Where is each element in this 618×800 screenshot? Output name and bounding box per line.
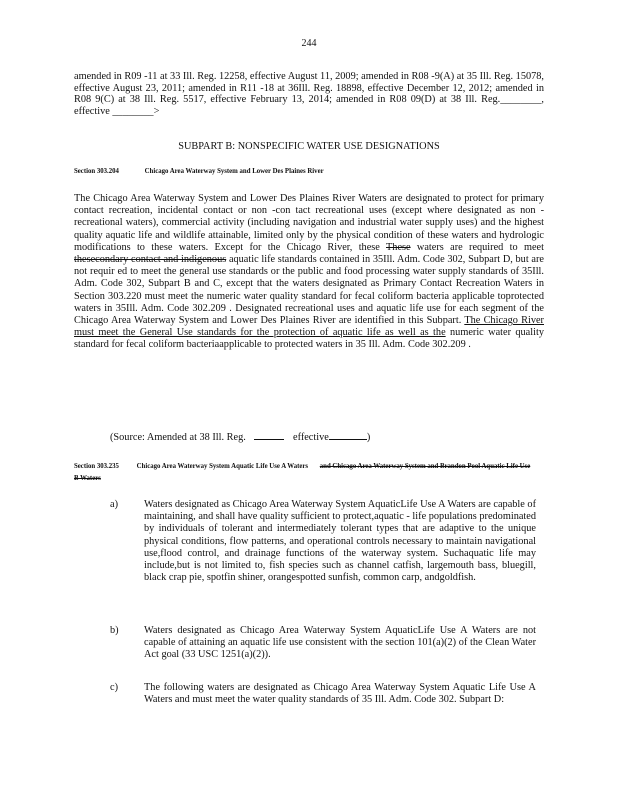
section-title: Chicago Area Waterway System Aquatic Life Use A Waters [136, 463, 309, 470]
struck-text: These [386, 241, 411, 253]
source-prefix: (Source: Amended at 38 Ill. Reg. [110, 432, 246, 443]
source-suffix: ) [366, 432, 371, 443]
section-title: Chicago Area Waterway System and Lower Des Plaines River [144, 168, 324, 175]
body-text: numeric water quality standard for fecal coliform bacteriaapplicable to protected waters in 35 Ill. Adm. Code 302.209 . [74, 327, 544, 351]
source-effective: effective [293, 432, 329, 443]
section-heading [74, 168, 494, 175]
inserted-text: The Chicago River must meet the General Use standards for the protection of aquatic life as well as the [74, 315, 544, 339]
section-body [74, 193, 544, 352]
section-number: Section 303.235 [74, 463, 119, 470]
item-text: The following waters are designated as Chicago Area Waterway System Aquatic Life Use A Waters and must meet the water quality standards of 35 Ill. Adm. Code 302. Subpart D: [144, 682, 536, 706]
item-label: a) [110, 499, 118, 510]
struck-text: thesecondary contact and indigenous [74, 254, 227, 266]
body-text: waters are required to meet [410, 241, 544, 253]
item-label: b) [110, 625, 119, 636]
page-number: 244 [301, 38, 317, 49]
body-text: aquatic life standards contained in 35Ill. Adm. Code 302, Subpart D, but are not requir ed to meet the general use standards or the public and food processing water supply standards of 35Ill. Adm. Code 302, Subpart B and C, except that the waters designated as Primary Contact Recreation Waters in Section 303.220 must meet the numeric water quality standard for fecal coliform bacteria applicable toprotected waters in 35Ill. Adm. Code 302.209 . Designated recreational uses and aquatic life use for each segment of the Chicago Area Waterway System and Lower Des Plaines River are identified in this Subpart. [74, 254, 544, 327]
item-label: c) [110, 682, 118, 693]
struck-section-title: and Chicago Area Waterway System and Brandon Pool Aquatic Life Use B Waters [74, 463, 531, 482]
blank-line [329, 430, 367, 440]
source-note [110, 430, 370, 443]
subpart-heading: SUBPART B: NONSPECIFIC WATER USE DESIGNATIONS [178, 141, 440, 152]
blank-line [254, 430, 284, 440]
item-text: Waters designated as Chicago Area Waterway System AquaticLife Use A Waters are capable of maintaining, and shall have quality sufficient to protect,aquatic - life populations predominated by individuals of tolerant and intermediately tolerant types that are adaptive to the unique physical conditions, flow patterns, and operational controls necessary to maintain navigational use,flood control, and drainage functions of the waterway system. Suchaquatic life may include,but is not limited to, fish species such as channel catfish, largemouth bass, bluegill, black crap pie, spotfin shiner, orangespotted sunfish, common carp, andgoldfish. [144, 499, 536, 584]
item-text: Waters designated as Chicago Area Waterway System AquaticLife Use A Waters are not capable of attaining an aquatic life use consistent with the section 101(a)(2) of the Clean Water Act goal (33 USC 1251(a)(2)). [144, 625, 536, 661]
body-text: The Chicago Area Waterway System and Lower Des Plaines River Waters are designated to protect for primary contact recreation, incidental contact or non -con tact recreational uses (except where designated as non -recreational waters), commercial activity (including navigation and industrial water supply uses) and the highest quality aquatic life and wildlife attainable, limited only by the physical condition of these waters and hydrologic modifications to these waters. Except for the Chicago River, these [74, 193, 544, 253]
amendment-history: amended in R09 -11 at 33 Ill. Reg. 12258, effective August 11, 2009; amended in R08 -9(A) at 35 Ill. Reg. 15078, effective August 23, 2011; amended in R11 -18 at 36Ill. Reg. 18898, effective December 12, 2012; amended in R08 9(C) at 38 Ill. Reg. 5517, effective February 13, 2014; amended in R08 09(D) at 38 Ill. Reg.________, effective ________> [74, 71, 544, 117]
section-number: Section 303.204 [74, 168, 119, 175]
section-heading-2 [74, 461, 534, 485]
